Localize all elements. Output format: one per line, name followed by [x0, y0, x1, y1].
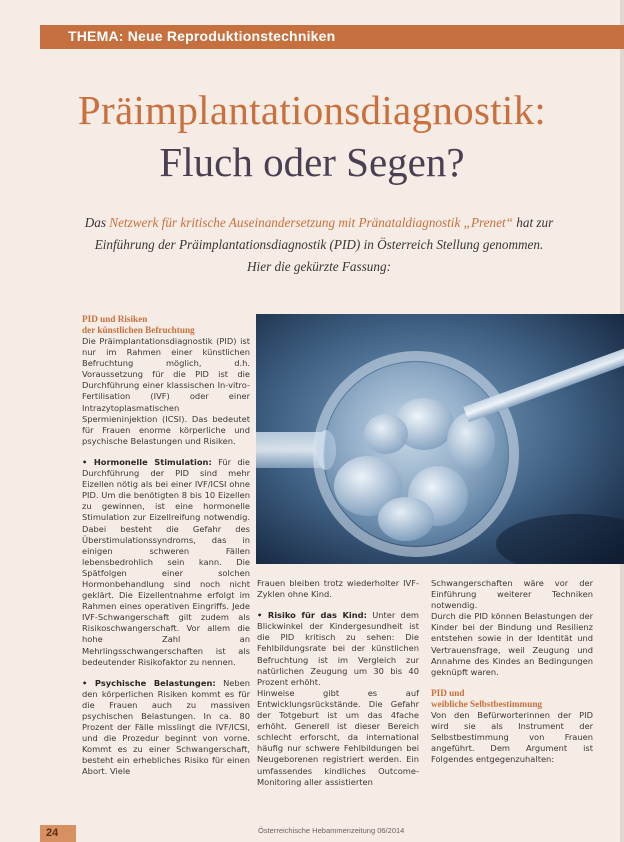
page-number-box	[40, 825, 76, 842]
publication-footer: Österreichische Hebammenzeitung 06/2014	[258, 826, 405, 835]
embryo-micromanipulation-image	[256, 314, 624, 564]
column-3-paragraph-1: Schwangerschaften wäre vor der Einführung weiterer Techniken notwendig.	[431, 578, 593, 611]
intro-paragraph	[84, 212, 554, 278]
section-header-bar	[40, 25, 624, 49]
column-3-paragraph-2: Durch die PID können Belastungen der Kinder bei der Bindung und Resilienz entstehen sowie in der Identität und Vertrauensfrage, weil Zeugung und Annahme des Kindes an Bedingungen geknüpft waren.	[431, 611, 593, 677]
intro-part-1: Das	[84, 215, 110, 230]
hormonal-stimulation-text: Für die Durchführung der PID sind mehr Eizellen nötig als bei einer IVF/ICSI ohne PID. Um die benötigten 8 bis 10 Eizellen zu gewinnen, ist eine hormonelle Stimulation zur Eizellreifung notwendig. Dabei besteht die Gefahr des Überstimulationssyndroms, das in einigen schweren Fällen lebensbedrohlich sein kann. Die Spätfolgen einer solchen Hormonbehandlung sind noch nicht geklärt. Die Eizellentnahme erfolgt im Rahmen eines operativen Eingriffs. Jede IVF-Schwangerschaft gilt zudem als Risikoschwangerschaft. Vor allem die hohe Zahl an Mehrlingsschwangerschaften ist als bedeutender Risikofaktor zu nennen.	[82, 456, 250, 667]
column-1-heading-line-2: der künstlichen Befruchtung	[82, 325, 195, 335]
column-2-paragraph-1: Frauen bleiben trotz wiederholter IVF-Zyklen ohne Kind.	[257, 578, 419, 600]
intro-network-name: Netzwerk für kritische Auseinandersetzung mit Pränataldiagnostik „Prenet“	[109, 215, 513, 230]
psychological-burden-text: Neben den körperlichen Risiken kommt es für die Frauen auch zu massiven psychischen Belastungen. In ca. 80 Prozent der Fälle misslingt die IVF/ICSI, und die Prozedur beginnt von vorne. Kommt es zu einer Schwangerschaft, besteht ein erhebliches Risiko für einen Abort. Viele	[82, 677, 251, 777]
intro-part-2: hat zur Einführung der Präimplantationsdiagnostik (PID) in Österreich Stellung genommen. Hier die gekürzte Fassung:	[94, 215, 554, 274]
column-1-paragraph-1: Die Präimplantationsdiagnostik (PID) ist nur im Rahmen einer künstlichen Befruchtung möglich, d.h. Voraussetzung für die PID ist die Durchführung einer klassischen In-vitro-Fertilisation (IVF) oder einer Intrazytoplasmatischen Spermieninjektion (ICSI). Das bedeutet für Frauen enorme körperliche und psychische Belastungen und Risiken.	[82, 336, 250, 446]
column-3-paragraph-3: Von den Befürworterinnen der PID wird sie als Instrument der Selbstbestimmung von Frauen angeführt. Dem Argument ist Folgendes entgegenzuhalten:	[431, 709, 593, 765]
column-2	[257, 578, 419, 798]
child-risk-label: • Risiko für das Kind:	[257, 610, 367, 621]
column-2-paragraph-3: Hinweise gibt es auf Entwicklungsrückstände. Die Gefahr der Totgeburt ist um das 4fache erhöht. Generell ist dieser Bereich schlecht erforscht, da international häufig nur schwere Fehlbildungen bei Neugeborenen registriert werden. Ein umfassendes kindliches Outcome-Monitoring aller assistierten	[257, 687, 419, 787]
title-line-2: Fluch oder Segen?	[159, 139, 465, 185]
column-1-heading-line-1: PID und Risiken	[82, 314, 148, 324]
column-2-paragraph-2	[257, 610, 419, 688]
page-number: 24	[46, 827, 59, 839]
child-risk-text: Unter dem Blickwinkel der Kindergesundheit ist die PID kritisch zu sehen: Die Fehlbildungsrate bei der künstlichen Befruchtung ist im Vergleich zur natürlichen Zeugung um 30 bis 40 Prozent erhöht.	[257, 610, 420, 687]
title-line-1: Präimplantationsdiagnostik:	[77, 87, 547, 133]
column-1-paragraph-2	[82, 457, 250, 668]
hormonal-stimulation-label: • Hormonelle Stimulation:	[82, 456, 212, 467]
column-1	[82, 314, 250, 788]
column-3-heading-line-2: weibliche Selbstbestimmung	[431, 698, 543, 709]
column-3	[431, 578, 593, 775]
psychological-burden-label: • Psychische Belastungen:	[82, 677, 216, 688]
column-1-paragraph-3	[82, 678, 250, 778]
column-3-heading-line-1: PID und	[431, 687, 465, 698]
section-label: THEMA: Neue Reproduktionstechniken	[68, 28, 336, 44]
